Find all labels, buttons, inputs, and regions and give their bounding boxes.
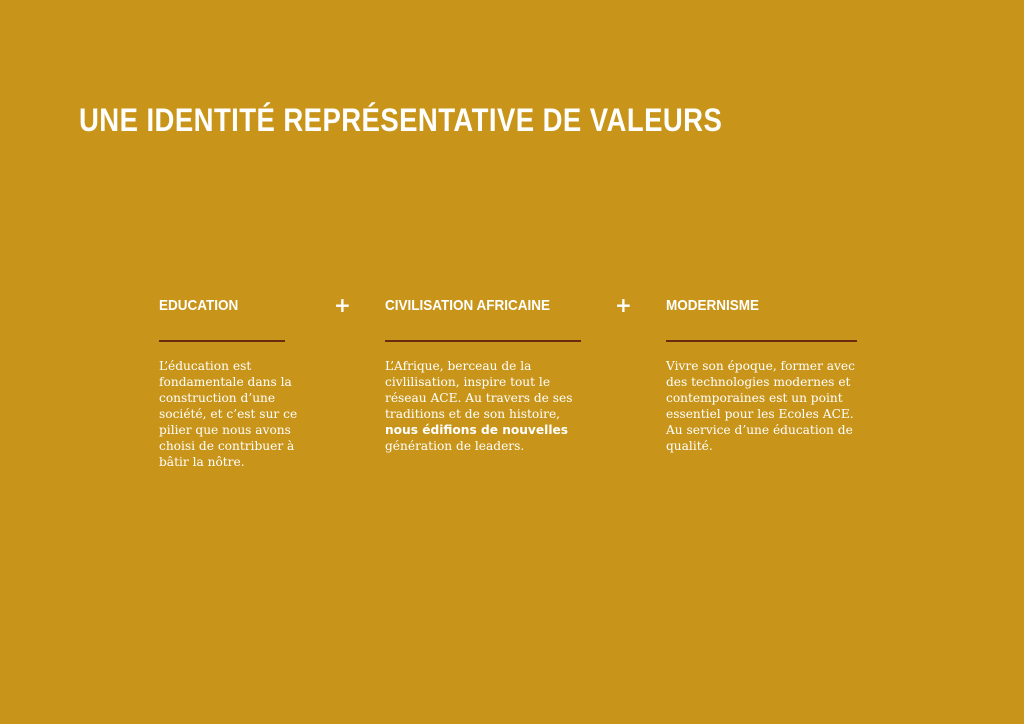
column-title-education: EDUCATION: [159, 297, 239, 314]
column-divider-modernisme: [666, 340, 857, 342]
column-text-modernisme: Vivre son époque, former avec des technologies modernes et contemporaines est un point essentiel pour les Ecoles ACE. Au service d’une éducation de qualité.: [666, 359, 855, 453]
column-text-civilisation: [385, 358, 572, 454]
plus-icon: +: [615, 293, 632, 317]
column-title-modernisme: MODERNISME: [666, 297, 760, 314]
plus-icon: +: [334, 293, 351, 317]
value-column-education: [159, 296, 319, 469]
page-title: UNE IDENTITÉ REPRÉSENTATIVE DE VALEURS: [79, 102, 723, 138]
column-divider-civilisation: [385, 340, 581, 342]
value-column-modernisme: [666, 296, 876, 453]
column-text-civilisation-emphasis: nous édifions de nouvelles: [385, 423, 569, 437]
column-text-civilisation-part2: génération de leaders.: [385, 439, 525, 453]
value-column-civilisation: [385, 296, 595, 453]
column-divider-education: [159, 340, 285, 342]
column-text-civilisation-part1: L’Afrique, berceau de la civlilisation, inspire tout le réseau ACE. Au travers de ses traditions et de son histoire,: [385, 359, 573, 421]
column-title-civilisation: CIVILISATION AFRICAINE: [385, 297, 551, 314]
column-text-education: L’éducation est fondamentale dans la construction d’une société, et c’est sur ce pilier que nous avons choisi de contribuer à bâtir la nôtre.: [159, 359, 298, 469]
